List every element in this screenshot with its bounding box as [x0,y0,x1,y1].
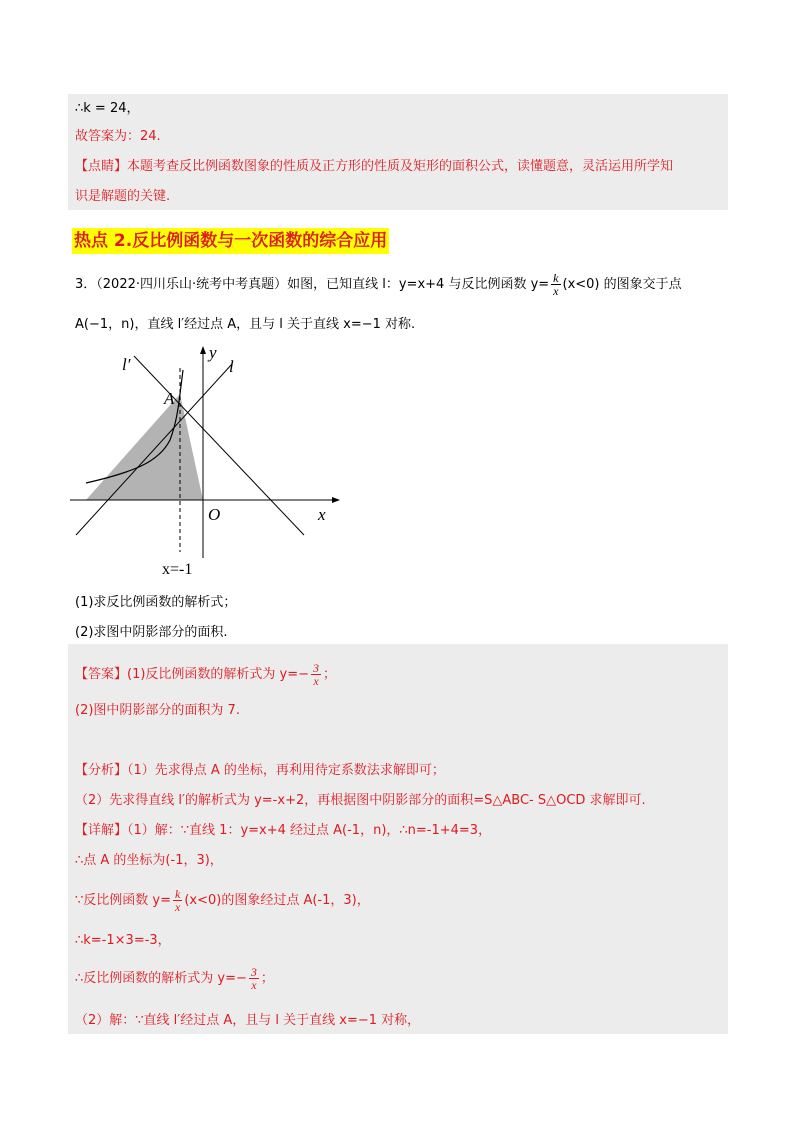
detail-5 [75,966,274,991]
answer-1-end: ； [323,667,337,682]
problem-text-b: (x<0) 的图象交于点 [562,277,682,292]
label-l-prime: l′ [122,355,131,374]
fraction-denominator: x [251,978,257,992]
fraction-numerator: 3 [250,965,257,979]
fraction-numerator: 3 [313,661,320,675]
label-y: y [209,343,217,362]
fraction-3-over-x [311,662,321,687]
problem-line-1 [75,272,682,297]
analysis-2: （2）先求得直线 l′的解析式为 y=-x+2，再根据图中阴影部分的面积=S△ABC- S△OCD 求解即可. [75,793,646,808]
problem-line-2: A(−1，n)，直线 l′经过点 A，且与 l 关于直线 x=−1 对称. [75,317,416,332]
fraction-numerator: k [175,887,181,901]
detail-2: ∴点 A 的坐标为(-1，3)， [75,853,223,868]
fraction-denominator: x [175,900,181,914]
graph-figure [64,340,344,580]
section-heading: 热点 2.反比例函数与一次函数的综合应用 [72,228,389,254]
fraction-k-over-x-2 [173,888,182,913]
detail-3 [75,888,370,913]
conclusion-k: ∴k = 24， [75,101,140,116]
label-x-eq-neg1: x=-1 [162,561,193,578]
fraction-denominator: x [313,674,319,688]
detail-3-end: (x<0)的图象经过点 A(-1，3)， [184,893,370,908]
answer-line: 故答案为：24. [75,129,161,144]
label-A: A [164,389,175,408]
answer-1-text: 【答案】(1)反比例函数的解析式为 y=− [75,667,310,682]
label-x: x [318,505,326,524]
label-l: l [229,357,234,376]
detail-5-end: ； [260,971,274,986]
comment-line-1: 【点睛】本题考查反比例函数图象的性质及正方形的性质及矩形的面积公式，读懂题意，灵活运用所学知 [75,159,674,174]
question-1: (1)求反比例函数的解析式； [75,595,237,610]
label-O: O [208,505,221,524]
y-axis-arrow [200,346,206,354]
detail-5-text: ∴反比例函数的解析式为 y=− [75,971,247,986]
x-axis-arrow [332,497,340,503]
problem-text-a: 3．（2022·四川乐山·统考中考真题）如图，已知直线 l：y=x+4 与反比例函数 y= [75,277,550,292]
answer-1 [75,662,336,687]
fraction-3-over-x-2 [249,966,259,991]
fraction-denominator: x [553,284,559,298]
fraction-numerator: k [553,271,559,285]
comment-line-2: 识是解题的关键. [75,189,171,204]
detail-6: （2）解：∵直线 l′经过点 A，且与 l 关于直线 x=−1 对称， [75,1013,421,1028]
question-2: (2)求图中阴影部分的面积. [75,625,228,640]
detail-4: ∴k=-1×3=-3， [75,933,171,948]
analysis-1: 【分析】（1）先求得点 A 的坐标，再利用待定系数法求解即可； [75,763,445,778]
detail-1: 【详解】（1）解：∵直线 1：y=x+4 经过点 A(-1，n)，∴n=-1+4=3， [75,823,492,838]
answer-2: (2)图中阴影部分的面积为 7. [75,703,240,718]
fraction-k-over-x [551,272,560,297]
detail-3-text: ∵反比例函数 y= [75,893,171,908]
